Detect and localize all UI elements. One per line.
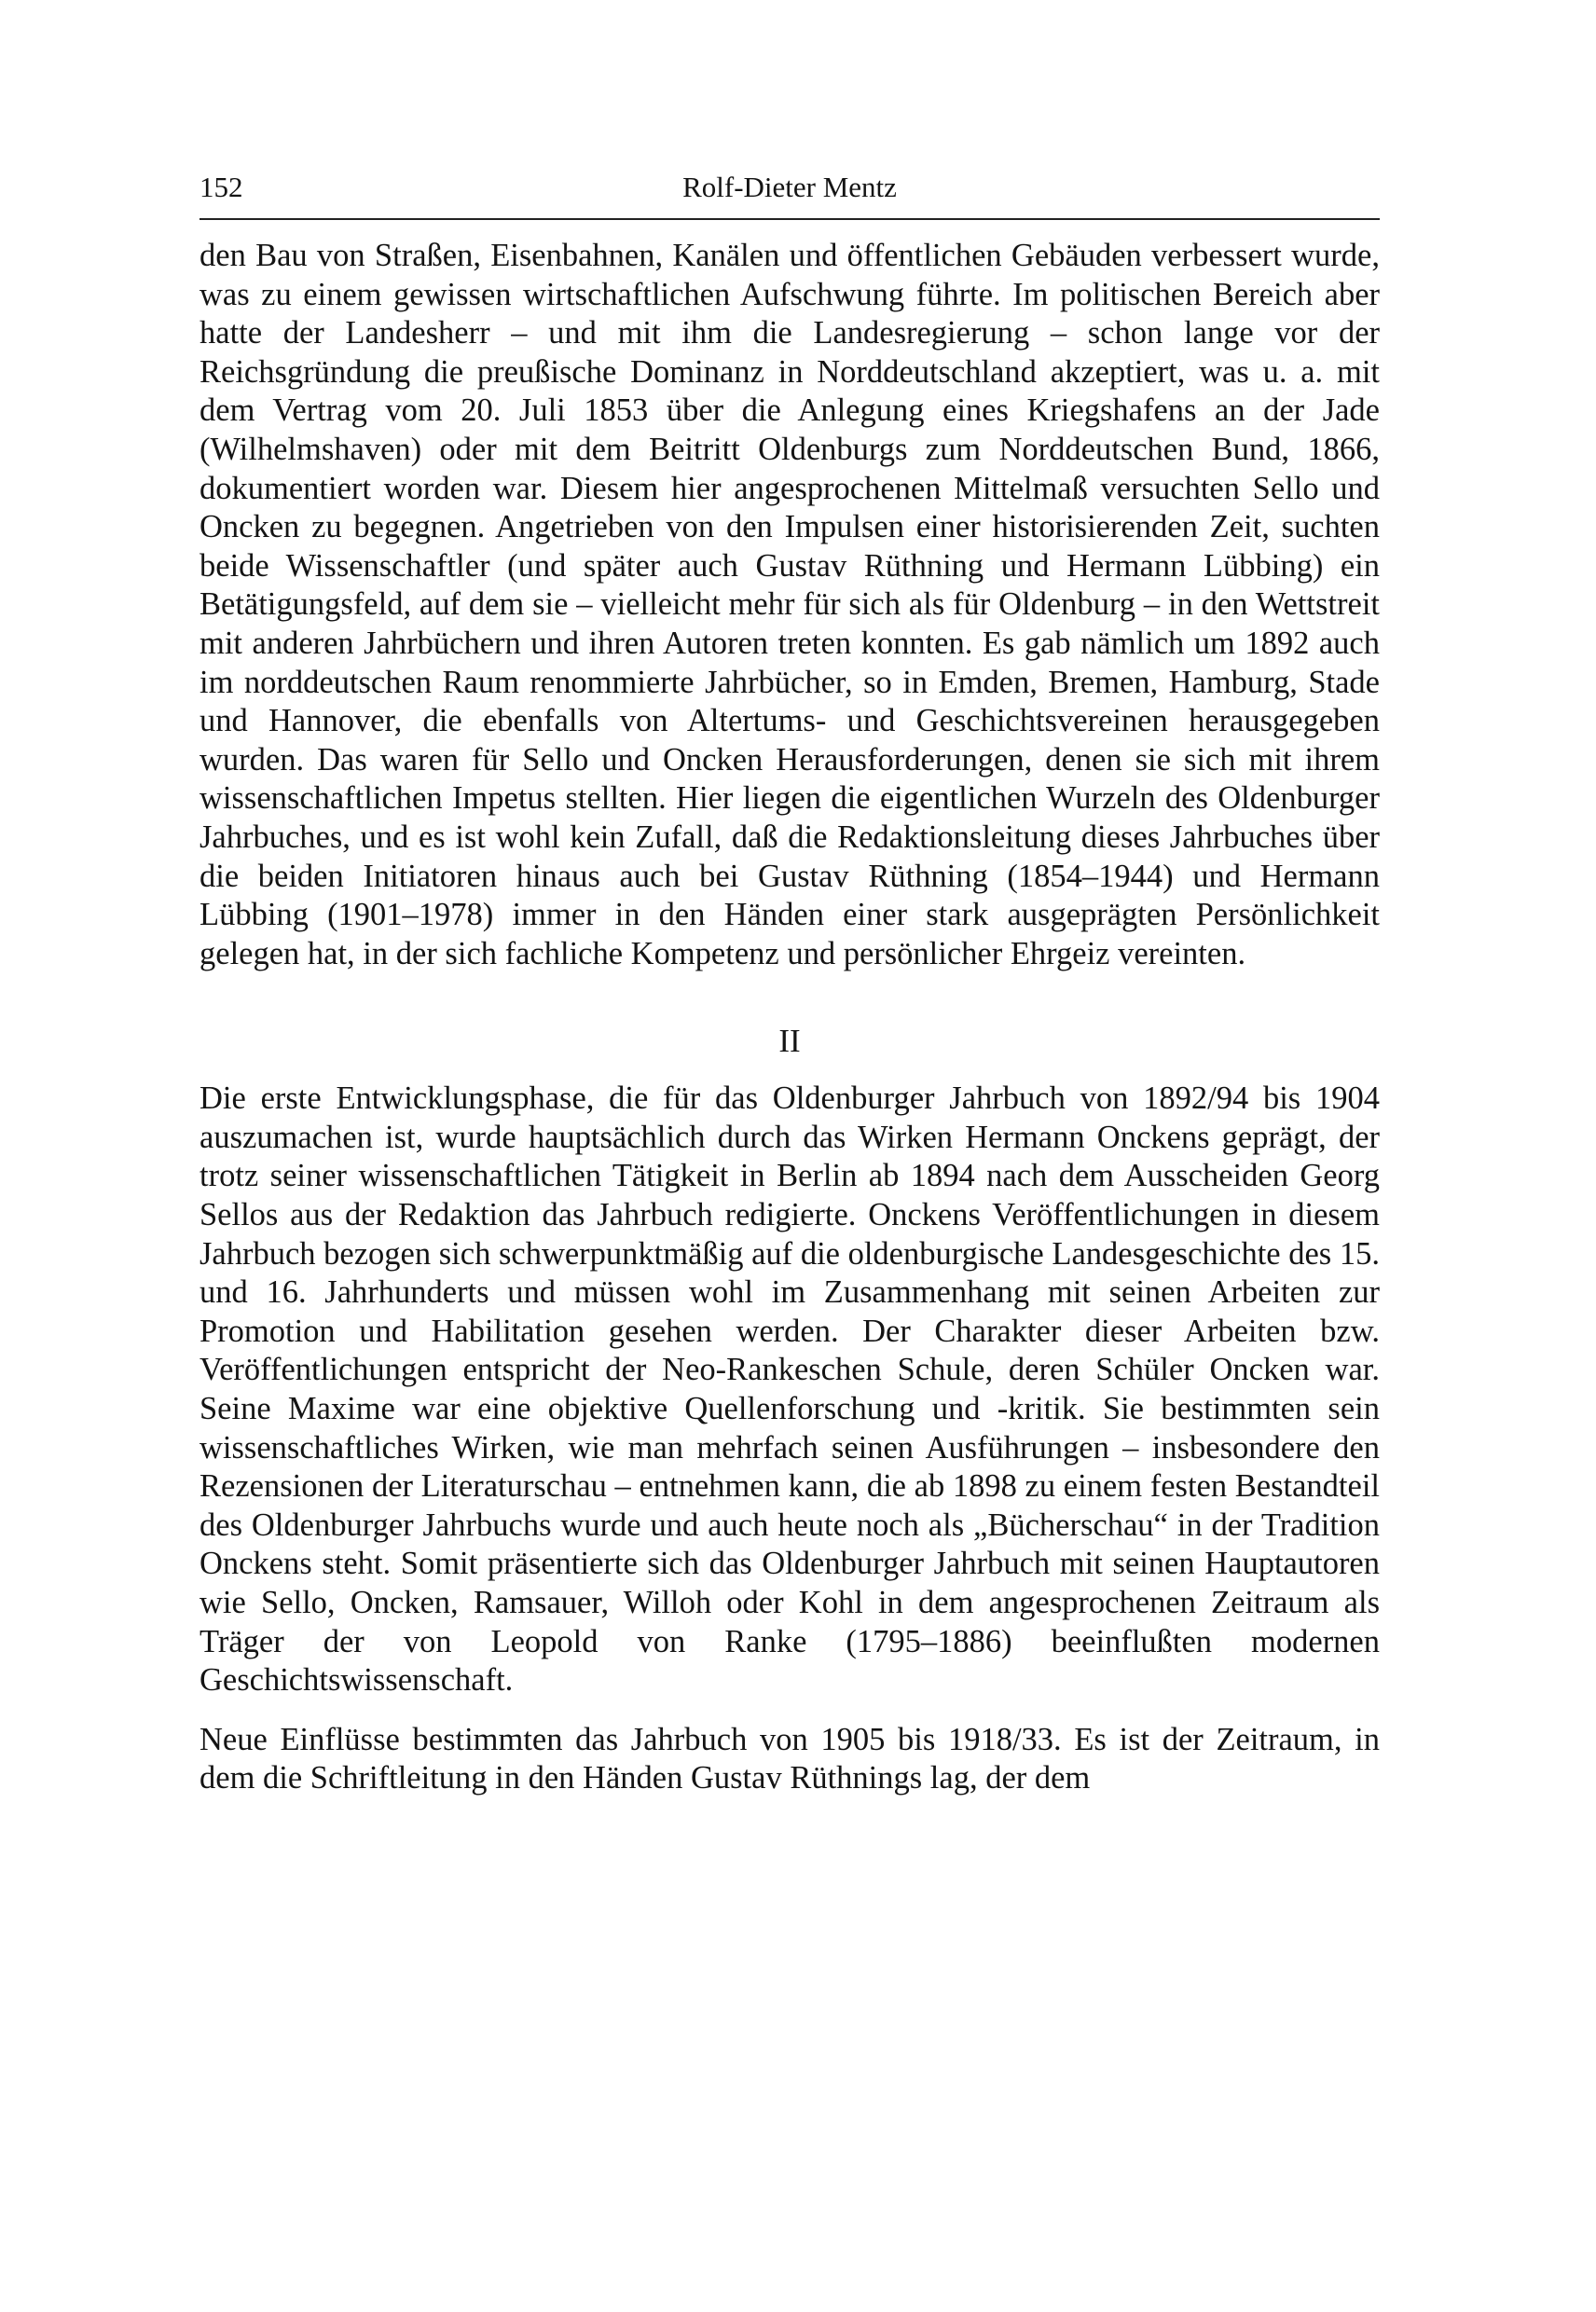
running-title-author: Rolf-Dieter Mentz xyxy=(682,171,897,203)
book-page xyxy=(200,166,1380,1798)
paragraph-3: Neue Einflüsse bestimmten das Jahrbuch von 1905 bis 1918/33. Es ist der Zeitraum, in dem die Schriftleitung in den Händen Gustav Rüthnings lag, der dem xyxy=(200,1721,1380,1796)
section-numeral: II xyxy=(778,1023,801,1060)
paragraph-1: den Bau von Straßen, Eisenbahnen, Kanälen und öffentlichen Gebäuden verbessert wurde, was zu einem gewissen wirtschaftlichen Aufschwung führte. Im politischen Bereich aber hatte der Landesherr – und mit ihm die Landesregierung – schon lange vor der Reichsgründung die preußische Dominanz in Norddeutschland akzeptiert, was u. a. mit dem Vertrag vom 20. Juli 1853 über die Anlegung eines Kriegshafens an der Jade (Wilhelmshaven) oder mit dem Beitritt Oldenburgs zum Norddeutschen Bund, 1866, dokumentiert worden war. Diesem hier angesprochenen Mittelmaß versuchten Sello und Oncken zu begegnen. Angetrieben von den Impulsen einer historisierenden Zeit, suchten beide Wissenschaftler (und später auch Gustav Rüthning und Hermann Lübbing) ein Betätigungsfeld, auf dem sie – vielleicht mehr für sich als für Oldenburg – in den Wettstreit mit anderen Jahrbüchern und ihren Autoren treten konnten. Es gab nämlich um 1892 auch im norddeutschen Raum renommierte Jahrbücher, so in Emden, Bremen, Hamburg, Stade und Hannover, die ebenfalls von Altertums- und Geschichtsvereinen herausgegeben wurden. Das waren für Sello und Oncken Herausforderungen, denen sie sich mit ihrem wissenschaftlichen Impetus stellten. Hier liegen die eigentlichen Wurzeln des Oldenburger Jahrbuches, und es ist wohl kein Zufall, daß die Redaktionsleitung dieses Jahrbuches über die beiden Initiatoren hinaus auch bei Gustav Rüthning (1854–1944) und Hermann Lübbing (1901–1978) immer in den Händen einer stark ausgeprägten Persönlichkeit gelegen hat, in der sich fachliche Kompetenz und persönlicher Ehrgeiz vereinten. xyxy=(200,238,1380,971)
body-text xyxy=(200,237,1380,1798)
header-rule xyxy=(200,218,1380,220)
paragraph-2: Die erste Entwicklungsphase, die für das Oldenburger Jahrbuch von 1892/94 bis 1904 auszumachen ist, wurde hauptsächlich durch das Wirken Hermann Onckens geprägt, der trotz seiner wissenschaftlichen Tätigkeit in Berlin ab 1894 nach dem Ausscheiden Georg Sellos aus der Redaktion das Jahrbuch redigierte. Onckens Veröffentlichungen in diesem Jahrbuch bezogen sich schwerpunktmäßig auf die oldenburgische Landesgeschichte des 15. und 16. Jahrhunderts und müssen wohl im Zusammenhang mit seinen Arbeiten zur Promotion und Habilitation gesehen werden. Der Charakter dieser Arbeiten bzw. Veröffentlichungen entspricht der Neo-Rankeschen Schule, deren Schüler Oncken war. Seine Maxime war eine objektive Quellenforschung und -kritik. Sie bestimmten sein wissenschaftliches Wirken, wie man mehrfach seinen Ausführungen – insbesondere den Rezensionen der Literaturschau – entnehmen kann, die ab 1898 zu einem festen Bestandteil des Oldenburger Jahrbuchs wurde und auch heute noch als „Bücherschau“ in der Tradition Onckens steht. Somit präsentierte sich das Oldenburger Jahrbuch mit seinen Hauptautoren wie Sello, Oncken, Ramsauer, Willoh oder Kohl in dem angesprochenen Zeitraum als Träger der von Leopold von Ranke (1795–1886) beeinflußten modernen Geschichtswissenschaft. xyxy=(200,1080,1380,1699)
running-head xyxy=(200,166,1380,209)
page-number: 152 xyxy=(200,171,243,203)
